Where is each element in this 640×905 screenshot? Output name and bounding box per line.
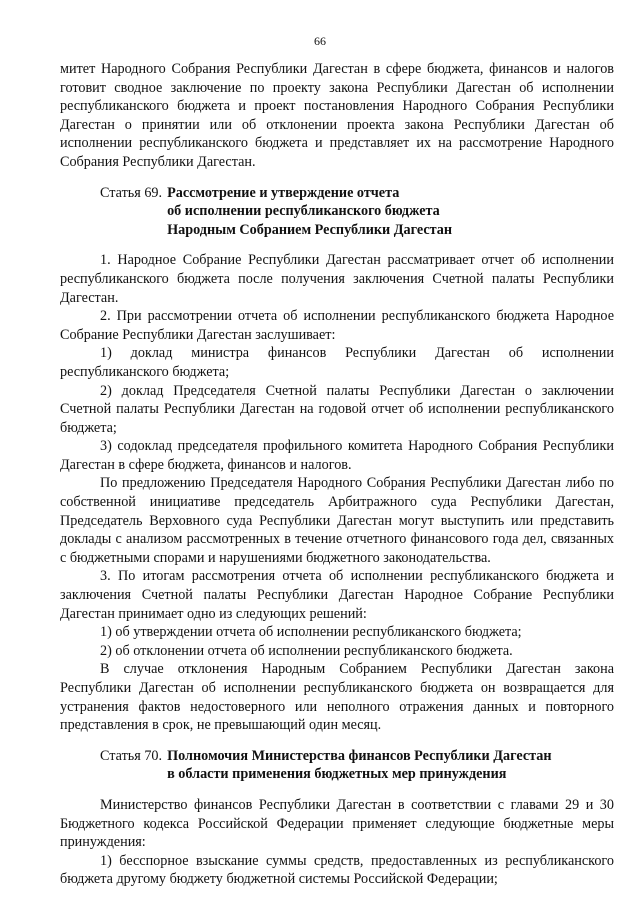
page-number: 66	[314, 34, 326, 48]
article-69-extra-paragraph: По предложению Председателя Народного Собрания Республики Дагестан либо по собственной инициативе председатель Арбитражного суда Республики Дагестан, Председатель Верховного суда Республики Дагестан могут выступить или представить доклады с анализом рассмотренных в течение отчетного финансового года дел, связанных с бюджетными спорами и нарушениями бюджетного законодательства.	[60, 475, 614, 566]
article-69-paragraph-2: 2. При рассмотрении отчета об исполнении республиканского бюджета Народное Собрание Республики Дагестан заслушивает:	[60, 308, 614, 343]
article-70-intro: Министерство финансов Республики Дагестан в соответствии с главами 29 и 30 Бюджетного кодекса Российской Федерации применяет следующие бюджетные меры принуждения:	[60, 796, 614, 851]
article-70-item-1: 1) бесспорное взыскание суммы средств, предоставленных из республиканского бюджета другому бюджету бюджетной системы Российской Федерации;	[60, 852, 614, 888]
article-69-rejection-paragraph: В случае отклонения Народным Собранием Республики Дагестан закона Республики Дагестан об исполнении республиканского бюджета он возвращается для устранения фактов недостоверного или неполного отражения данных и повторного представления в срок, не превышающий один месяц.	[60, 661, 614, 734]
article-69-item-1: 1) доклад министра финансов Республики Дагестан об исполнении республиканского бюджета;	[60, 345, 614, 380]
article-69-title-line: Народным Собранием Республики Дагестан	[167, 221, 453, 238]
article-69-paragraph-3: 3. По итогам рассмотрения отчета об исполнении республиканского бюджета и заключения Счетной палаты Республики Дагестан Народное Собрание Республики Дагестан принимает одно из следующих решений:	[60, 568, 614, 622]
article-69-title-line: Рассмотрение и утверждение отчета	[167, 184, 400, 201]
article-70-number: Статья 70.	[100, 747, 163, 764]
article-69-decision-2: 2) об отклонении отчета об исполнении республиканского бюджета.	[100, 642, 513, 659]
article-70-title-line: Полномочия Министерства финансов Республики Дагестан	[167, 747, 552, 764]
page-content	[60, 60, 614, 889]
article-69-title	[167, 184, 452, 240]
article-69-number: Статья 69.	[100, 184, 163, 201]
article-70-title-line: в области применения бюджетных мер принуждения	[167, 766, 507, 783]
article-69-decision-1: 1) об утверждении отчета об исполнении республиканского бюджета;	[100, 624, 522, 641]
article-70-heading	[60, 747, 614, 784]
article-70-title	[167, 747, 552, 784]
article-69-item-3: 3) содоклад председателя профильного комитета Народного Собрания Республики Дагестан в сфере бюджета, финансов и налогов.	[60, 438, 614, 473]
article-69-title-line: об исполнении республиканского бюджета	[167, 203, 440, 220]
intro-paragraph: митет Народного Собрания Республики Дагестан в сфере бюджета, финансов и налогов готовит сводное заключение по проекту закона Республики Дагестан об исполнении республиканского бюджета и проект постановления Народного Собрания Республики Дагестан о принятии или об отклонении проекта закона Республики Дагестан об исполнении республиканского бюджета и представляет их на рассмотрение Народного Собрания Республики Дагестан.	[60, 61, 614, 170]
article-69-heading	[60, 184, 614, 240]
article-69-paragraph-1: 1. Народное Собрание Республики Дагестан рассматривает отчет об исполнении республиканского бюджета после получения заключения Счетной палаты Республики Дагестан.	[60, 252, 614, 306]
article-69-item-2: 2) доклад Председателя Счетной палаты Республики Дагестан о заключении Счетной палаты Республики Дагестан на годовой отчет об исполнении республиканского бюджета;	[60, 382, 614, 436]
